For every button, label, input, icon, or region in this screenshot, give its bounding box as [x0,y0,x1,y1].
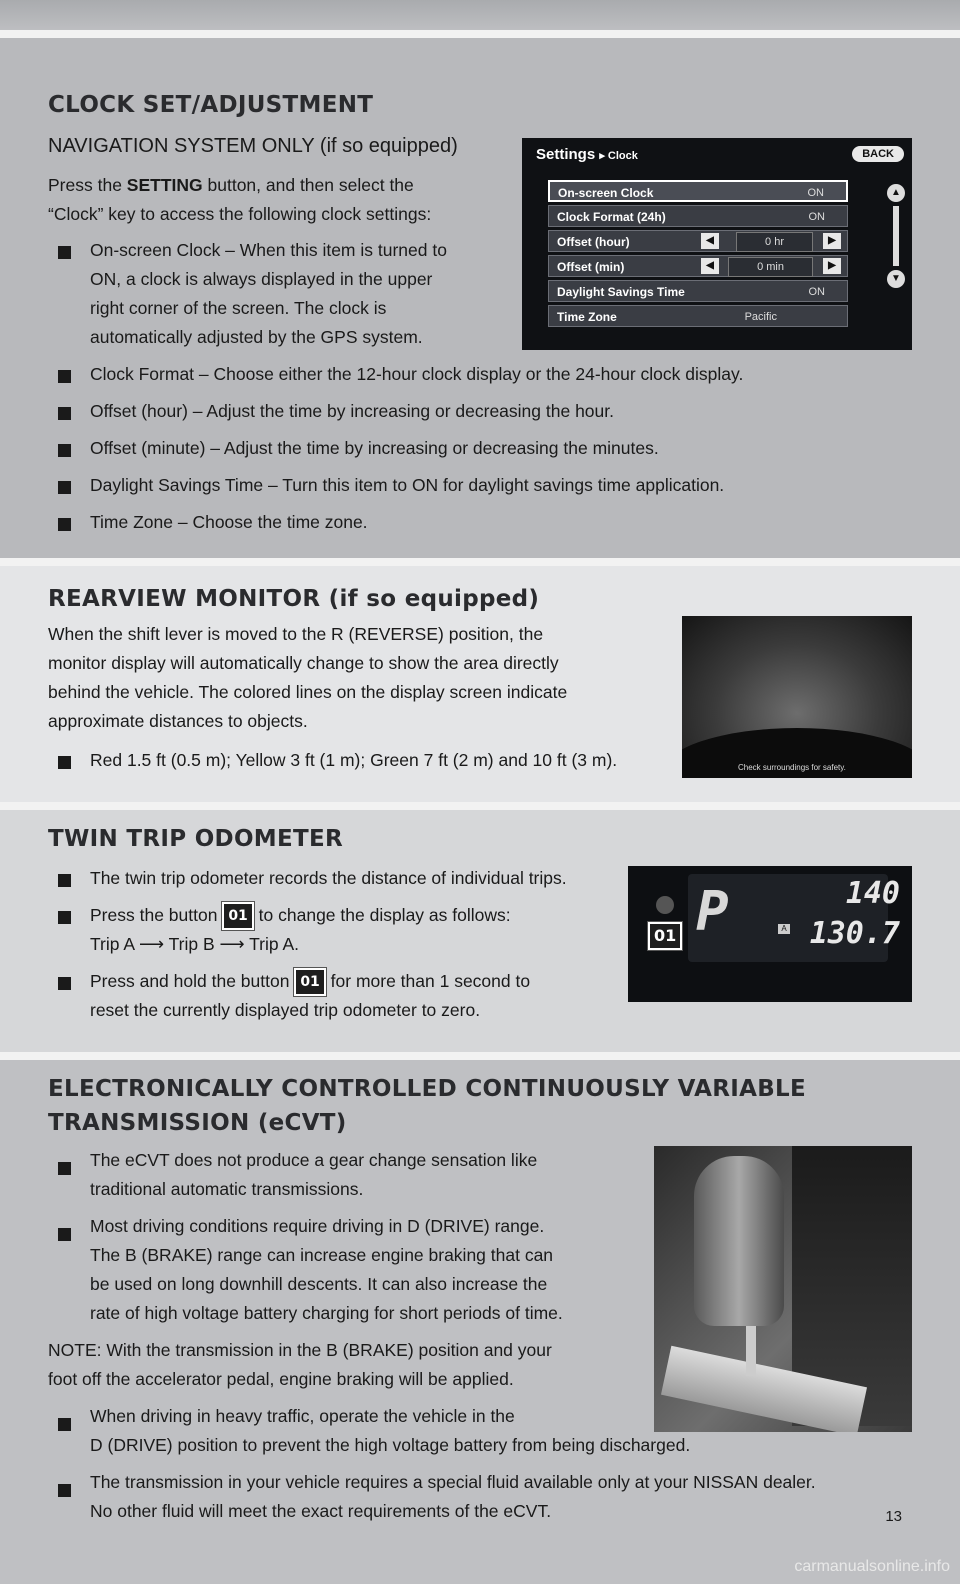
odometer-bullet-1: The twin trip odometer records the distance of individual trips. [90,868,567,888]
rearview-line-3: behind the vehicle. The colored lines on the display screen indicate [48,682,568,702]
bullet-square [58,481,71,494]
button-01-callout: 01 [648,922,682,950]
bullet-square [58,756,71,769]
rearview-line-2: monitor display will automatically change to show the area directly [48,653,559,673]
bullet-square [58,977,71,990]
clock-bullet-3: Offset (hour) – Adjust the time by increasing or decreasing the hour. [90,401,614,421]
bullet-square [58,874,71,887]
clock-intro [48,171,414,200]
setting-label: Offset (hour) [557,235,630,249]
setting-label: Time Zone [557,310,617,324]
rearview-camera-photo [682,616,912,778]
top-divider [0,30,960,38]
odometer-section [0,810,960,1052]
bullet-square [58,246,71,259]
camera-caption: Check surroundings for safety. [738,763,846,772]
ecvt-heading-line1: ELECTRONICALLY CONTROLLED CONTINUOUSLY VARIABLE [48,1076,807,1102]
clock-bullet-1-line1: On-screen Clock – When this item is turned to [90,240,447,260]
clock-bullet-1-line2: ON, a clock is always displayed in the upper [90,269,433,289]
odometer-bottom-reading: 130.7 [809,916,900,951]
ecvt-bullet-4-line1: The transmission in your vehicle requires a special fluid available only at your NISSAN dealer. [90,1472,816,1492]
odometer-top-reading: 140 [845,876,900,911]
settings-scrollbar [886,180,906,330]
text: Press the button [90,905,223,925]
clock-bullet-4: Offset (minute) – Adjust the time by increasing or decreasing the minutes. [90,438,659,458]
setting-label: Clock Format (24h) [557,210,666,224]
gear-shifter-image [654,1146,912,1432]
setting-row-clock-format [548,205,848,227]
trip-button [656,896,674,914]
setting-label: On-screen Clock [558,186,654,200]
bullet-square [58,370,71,383]
setting-label: Offset (min) [557,260,625,274]
intro-text: Press the [48,175,127,195]
setting-value: 0 min [728,257,813,277]
text: to change the display as follows: [253,905,511,925]
odometer-bullet-3 [90,967,530,996]
rearview-bullet: Red 1.5 ft (0.5 m); Yellow 3 ft (1 m); Green 7 ft (2 m) and 10 ft (3 m). [90,750,618,770]
settings-breadcrumb: ▸ Clock [599,150,638,162]
setting-value: ON [808,286,825,298]
clock-section [0,38,960,558]
rearview-line-4: approximate distances to objects. [48,711,308,731]
decrease-arrow-icon: ◀ [701,233,719,249]
setting-value: ON [808,211,825,223]
rearview-heading: REARVIEW MONITOR (if so equipped) [48,586,540,612]
bullet-square [58,911,71,924]
scroll-up-icon: ▲ [887,184,905,202]
odometer-heading: TWIN TRIP ODOMETER [48,826,343,852]
setting-row-offset-min [548,255,848,277]
setting-value: ON [807,187,824,199]
bullet-square [58,1484,71,1497]
bullet-square [58,1418,71,1431]
ecvt-bullet-2-line1: Most driving conditions require driving in D (DRIVE) range. [90,1216,545,1236]
scroll-track [893,206,899,266]
settings-screen-photo [522,138,912,350]
bullet-square [58,518,71,531]
rearview-section [0,566,960,802]
clock-bullet-1-line4: automatically adjusted by the GPS system. [90,327,423,347]
setting-row-time-zone [548,305,848,327]
setting-key: SETTING [126,175,203,195]
increase-arrow-icon: ▶ [823,233,841,249]
odometer-bullet-3-line2: reset the currently displayed trip odometer to zero. [90,1000,481,1020]
ecvt-bullet-2-line4: rate of high voltage battery charging for short periods of time. [90,1303,563,1323]
setting-value: 0 hr [736,232,813,252]
gear-indicator: P [696,880,729,943]
odometer-bullet-2 [90,901,511,930]
setting-row-dst [548,280,848,302]
clock-bullet-1-line3: right corner of the screen. The clock is [90,298,387,318]
clock-subheading: NAVIGATION SYSTEM ONLY (if so equipped) [48,135,458,157]
ecvt-bullet-1-line2: traditional automatic transmissions. [90,1179,364,1199]
ecvt-bullet-2-line2: The B (BRAKE) range can increase engine braking that can [90,1245,554,1265]
clock-bullet-5: Daylight Savings Time – Turn this item to ON for daylight savings time application. [90,475,725,495]
ecvt-bullet-3-line1: When driving in heavy traffic, operate the vehicle in the [90,1406,515,1426]
button-01-badge: 01 [294,968,325,996]
top-bar [0,0,960,30]
text: for more than 1 second to [325,971,531,991]
ecvt-note-line2: foot off the accelerator pedal, engine braking will be applied. [48,1369,514,1389]
scroll-down-icon: ▼ [887,270,905,288]
ecvt-bullet-1-line1: The eCVT does not produce a gear change sensation like [90,1150,538,1170]
section-divider [0,802,960,810]
ecvt-heading-line2: TRANSMISSION (eCVT) [48,1110,347,1136]
ecvt-bullet-4-line2: No other fluid will meet the exact requirements of the eCVT. [90,1501,552,1521]
setting-row-offset-hour [548,230,848,252]
bullet-square [58,1162,71,1175]
settings-title [536,146,638,163]
bullet-square [58,1228,71,1241]
ecvt-section [0,1060,960,1584]
button-01-badge: 01 [222,902,253,930]
rearview-line-1: When the shift lever is moved to the R (REVERSE) position, the [48,624,544,644]
clock-bullet-6: Time Zone – Choose the time zone. [90,512,368,532]
bullet-square [58,407,71,420]
gear-shifter-photo [654,1146,912,1432]
shift-knob [694,1156,784,1326]
increase-arrow-icon: ▶ [823,258,841,274]
page-number: 13 [885,1508,902,1525]
intro-text: button, and then select the [202,175,414,195]
clock-intro-line2: “Clock” key to access the following clock settings: [48,204,432,224]
odometer-bullet-2-line2: Trip A ⟶ Trip B ⟶ Trip A. [90,934,300,954]
camera-view [682,616,912,778]
odometer-photo [628,866,912,1002]
settings-screen [522,138,912,350]
text: Press and hold the button [90,971,295,991]
bullet-square [58,444,71,457]
section-divider [0,1052,960,1060]
watermark: carmanualsonline.info [794,1558,950,1575]
back-button: BACK [852,146,904,162]
clock-bullet-2: Clock Format – Choose either the 12-hour clock display or the 24-hour clock display. [90,364,744,384]
setting-label: Daylight Savings Time [557,285,685,299]
setting-row-onscreen-clock [548,180,848,202]
ecvt-bullet-3-line2: D (DRIVE) position to prevent the high voltage battery from being discharged. [90,1435,691,1455]
setting-value: Pacific [744,311,777,323]
decrease-arrow-icon: ◀ [701,258,719,274]
odometer-display [628,866,912,1002]
section-divider [0,558,960,566]
settings-title-text: Settings [536,146,596,163]
clock-heading: CLOCK SET/ADJUSTMENT [48,92,374,118]
trip-indicator: A [778,924,790,934]
ecvt-bullet-2-line3: be used on long downhill descents. It can also increase the [90,1274,548,1294]
ecvt-note-line1: NOTE: With the transmission in the B (BRAKE) position and your [48,1340,552,1360]
